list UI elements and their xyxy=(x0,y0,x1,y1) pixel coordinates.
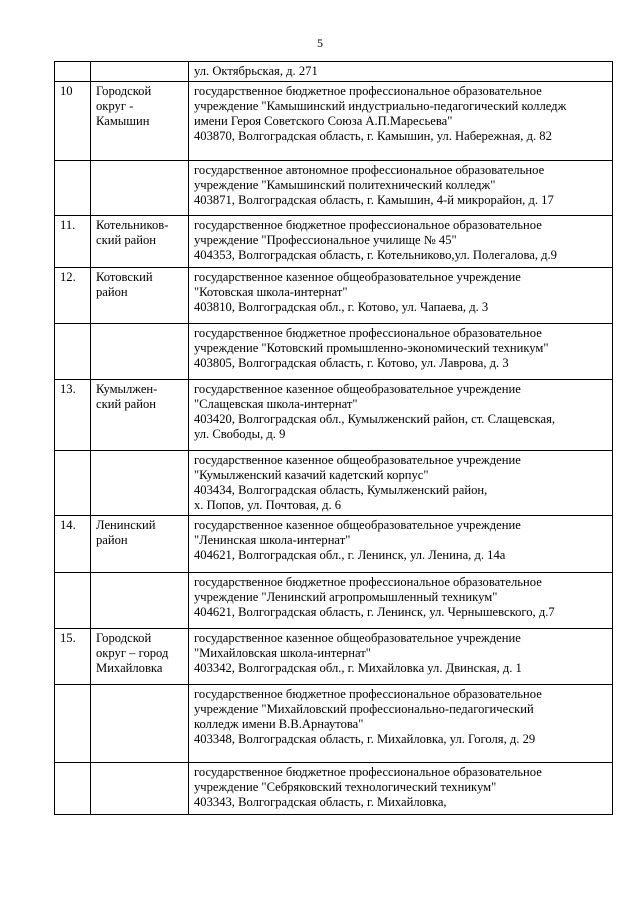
institution-line: "Ленинская школа-интернат" xyxy=(194,533,351,547)
row-number-cell xyxy=(55,763,91,815)
row-number-cell xyxy=(55,161,91,216)
institution-line: 403805, Волгоградская область, г. Котово, ул. Лаврова, д. 3 xyxy=(194,356,509,370)
institution-line: имени Героя Советского Союза А.П.Маресьева" xyxy=(194,114,453,128)
institution-line: х. Попов, ул. Почтовая, д. 6 xyxy=(194,498,342,512)
district-cell xyxy=(91,629,189,685)
institution-line: 403342, Волгоградская обл., г. Михайловка ул. Двинская, д. 1 xyxy=(194,661,522,675)
district-cell xyxy=(91,763,189,815)
institution-line: 403870, Волгоградская область, г. Камышин, ул. Набережная, д. 82 xyxy=(194,129,552,143)
institution-cell xyxy=(189,380,613,451)
district-line: Городской xyxy=(96,631,152,645)
table-row xyxy=(55,763,613,815)
district-line: округ – город xyxy=(96,646,169,660)
institution-line: 404621, Волгоградская обл., г. Ленинск, ул. Ленина, д. 14а xyxy=(194,548,506,562)
institution-line: государственное бюджетное профессиональное образовательное xyxy=(194,765,542,779)
institution-line: ул. Свободы, д. 9 xyxy=(194,427,286,441)
row-number-cell xyxy=(55,324,91,380)
district-line: Кумылжен- xyxy=(96,382,158,396)
institution-cell xyxy=(189,573,613,629)
district-cell xyxy=(91,62,189,82)
institution-line: государственное автономное профессиональное образовательное xyxy=(194,163,545,177)
institution-line: 404621, Волгоградская область, г. Ленинск, ул. Чернышевского, д.7 xyxy=(194,605,555,619)
district-line: округ - xyxy=(96,99,134,113)
district-cell xyxy=(91,516,189,573)
row-number-cell xyxy=(55,573,91,629)
page-number: 5 xyxy=(317,36,323,50)
institution-line: государственное бюджетное профессиональное образовательное xyxy=(194,575,542,589)
institution-line: ул. Октябрьская, д. 271 xyxy=(194,64,318,78)
institution-line: учреждение "Профессиональное училище № 45" xyxy=(194,233,457,247)
row-number-cell: 15. xyxy=(55,629,91,685)
table-row xyxy=(55,451,613,516)
institution-cell xyxy=(189,62,613,82)
district-line: Ленинский xyxy=(96,518,156,532)
row-number-cell: 10 xyxy=(55,82,91,161)
district-line: Городской xyxy=(96,84,152,98)
table-row xyxy=(55,324,613,380)
table-row xyxy=(55,685,613,763)
table-row xyxy=(55,62,613,82)
institution-line: "Слащевская школа-интернат" xyxy=(194,397,358,411)
institution-cell xyxy=(189,451,613,516)
institution-line: учреждение "Котовский промышленно-экономический техникум" xyxy=(194,341,549,355)
table-row xyxy=(55,380,613,451)
district-cell xyxy=(91,324,189,380)
district-line: Михайловка xyxy=(96,661,163,675)
institution-cell xyxy=(189,82,613,161)
institution-line: учреждение "Михайловский профессионально-педагогический xyxy=(194,702,534,716)
row-number-cell: 11. xyxy=(55,216,91,268)
institution-line: государственное казенное общеобразовательное учреждение xyxy=(194,631,521,645)
row-number-cell xyxy=(55,62,91,82)
table-row xyxy=(55,573,613,629)
district-cell xyxy=(91,685,189,763)
institution-line: 404353, Волгоградская область, г. Котельниково,ул. Полегалова, д.9 xyxy=(194,248,557,262)
table-row xyxy=(55,629,613,685)
institution-line: 403871, Волгоградская область, г. Камышин, 4-й микрорайон, д. 17 xyxy=(194,193,554,207)
row-number-cell xyxy=(55,451,91,516)
institution-line: колледж имени В.В.Арнаутова" xyxy=(194,717,364,731)
institution-line: государственное бюджетное профессиональное образовательное xyxy=(194,84,542,98)
institution-cell xyxy=(189,516,613,573)
institution-line: государственное казенное общеобразовательное учреждение xyxy=(194,518,521,532)
institution-cell xyxy=(189,268,613,324)
table-body xyxy=(55,62,613,815)
institution-cell xyxy=(189,216,613,268)
table-row xyxy=(55,161,613,216)
district-line: ский район xyxy=(96,233,156,247)
district-line: район xyxy=(96,533,128,547)
institution-cell xyxy=(189,763,613,815)
institution-line: "Котовская школа-интернат" xyxy=(194,285,348,299)
institution-line: учреждение "Себряковский технологический техникум" xyxy=(194,780,497,794)
institution-line: учреждение "Ленинский агропромышленный техникум" xyxy=(194,590,498,604)
district-line: ский район xyxy=(96,397,156,411)
district-line: район xyxy=(96,285,128,299)
institution-line: государственное казенное общеобразовательное учреждение xyxy=(194,453,521,467)
institution-line: государственное бюджетное профессиональное образовательное xyxy=(194,218,542,232)
table-row xyxy=(55,82,613,161)
institution-cell xyxy=(189,685,613,763)
institution-cell xyxy=(189,324,613,380)
district-cell xyxy=(91,380,189,451)
institution-line: учреждение "Камышинский политехнический колледж" xyxy=(194,178,496,192)
institution-line: государственное бюджетное профессиональное образовательное xyxy=(194,687,542,701)
row-number-cell: 13. xyxy=(55,380,91,451)
district-cell xyxy=(91,573,189,629)
institution-cell xyxy=(189,629,613,685)
district-cell xyxy=(91,268,189,324)
institution-line: "Кумылженский казачий кадетский корпус" xyxy=(194,468,429,482)
institution-line: государственное бюджетное профессиональное образовательное xyxy=(194,326,542,340)
district-cell xyxy=(91,216,189,268)
institution-line: учреждение "Камышинский индустриально-педагогический колледж xyxy=(194,99,567,113)
institutions-table xyxy=(54,61,613,815)
district-cell xyxy=(91,161,189,216)
institution-line: 403434, Волгоградская область, Кумылженский район, xyxy=(194,483,488,497)
row-number-cell xyxy=(55,685,91,763)
district-line: Камышин xyxy=(96,114,150,128)
row-number-cell: 12. xyxy=(55,268,91,324)
institution-line: 403810, Волгоградская обл., г. Котово, ул. Чапаева, д. 3 xyxy=(194,300,489,314)
district-cell xyxy=(91,82,189,161)
district-line: Котовский xyxy=(96,270,153,284)
table-row xyxy=(55,268,613,324)
institution-cell xyxy=(189,161,613,216)
institution-line: "Михайловская школа-интернат" xyxy=(194,646,371,660)
institution-line: государственное казенное общеобразовательное учреждение xyxy=(194,382,521,396)
district-line: Котельников- xyxy=(96,218,169,232)
table-row xyxy=(55,216,613,268)
table-row xyxy=(55,516,613,573)
row-number-cell: 14. xyxy=(55,516,91,573)
institution-line: 403348, Волгоградская область, г. Михайловка, ул. Гоголя, д. 29 xyxy=(194,732,536,746)
institution-line: 403343, Волгоградская область, г. Михайловка, xyxy=(194,795,447,809)
district-cell xyxy=(91,451,189,516)
institution-line: государственное казенное общеобразовательное учреждение xyxy=(194,270,521,284)
institution-line: 403420, Волгоградская обл., Кумылженский район, ст. Слащевская, xyxy=(194,412,556,426)
